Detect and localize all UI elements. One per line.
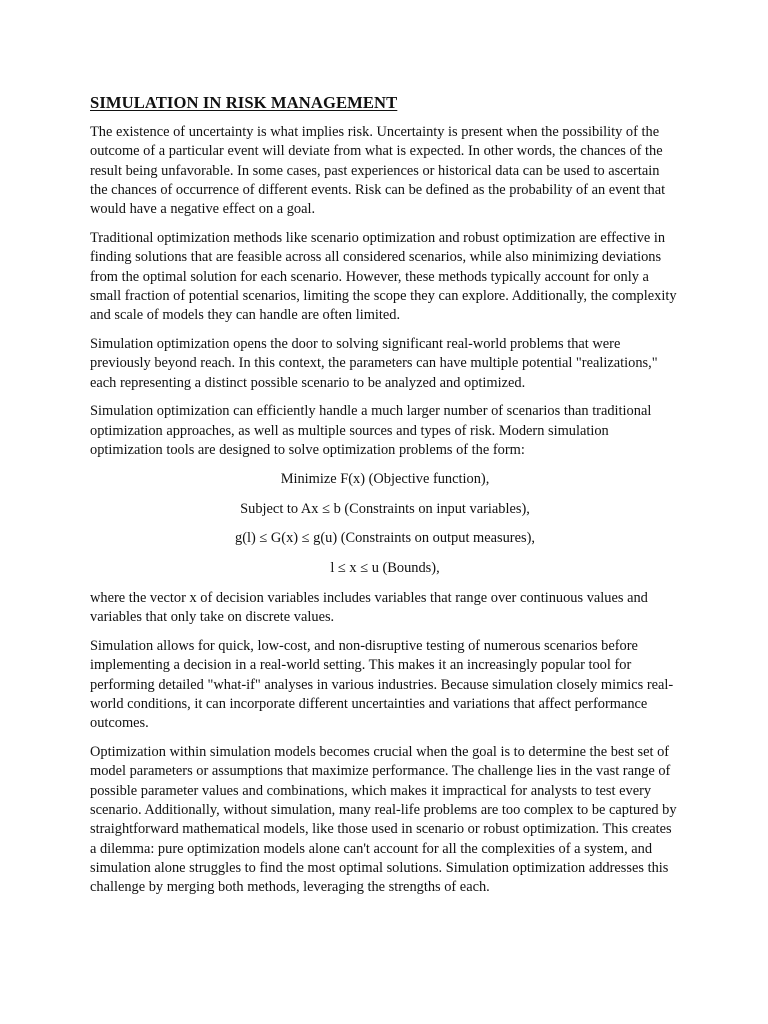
formula-bounds: l ≤ x ≤ u (Bounds), [330, 560, 440, 577]
paragraph-decision-variables: where the vector x of decision variables includes variables that range over continuous values and variables that only take on discrete values. [90, 589, 648, 626]
paragraph-simulation-optimization-intro: Simulation optimization opens the door to solving significant real-world problems that were previously beyond reach. In this context, the parameters can have multiple potential "realizations," each representing a distinct possible scenario to be analyzed and optimized. [90, 335, 658, 391]
formula-objective: Minimize F(x) (Objective function), [280, 470, 490, 487]
paragraph-optimization-within-simulation: Optimization within simulation models becomes crucial when the goal is to determine the best set of model parameters or assumptions that maximize performance. The challenge lies in the vast range of possible parameter values and combinations, which makes it impractical for analysts to test every scenario. Additionally, without simulation, many real-life problems are too complex to be captured by straightforward mathematical models, like those used in scenario or robust optimization. This creates a dilemma: pure optimization models alone can't account for all the complexities of a system, and simulation alone struggles to find the most optimal solutions. Simulation optimization addresses this challenge by merging both methods, leveraging the strengths of each. [90, 744, 677, 896]
paragraph-simulation-testing: Simulation allows for quick, low-cost, and non-disruptive testing of numerous scenarios before implementing a decision in a real-world setting. This makes it an increasingly popular tool for performing detailed "what-if" analyses in various industries. Because simulation closely mimics real-world conditions, it can incorporate different uncertainties and variations that affect performance outcomes. [90, 638, 674, 732]
document-page [90, 92, 680, 907]
paragraph-traditional-optimization: Traditional optimization methods like scenario optimization and robust optimization are effective in finding solutions that are feasible across all considered scenarios, while also minimizing deviations from the optimal solution for each scenario. However, these methods typically account for only a small fraction of potential scenarios, limiting the scope they can explore. Additionally, the complexity and scale of models they can handle are often limited. [90, 229, 677, 324]
document-title: SIMULATION IN RISK MANAGEMENT [90, 93, 398, 112]
paragraph-simulation-optimization-form: Simulation optimization can efficiently handle a much larger number of scenarios than traditional optimization approaches, as well as multiple sources and types of risk. Modern simulation optimization tools are designed to solve optimization problems of the form: [90, 403, 652, 458]
formula-output-constraints: g(l) ≤ G(x) ≤ g(u) (Constraints on output measures), [235, 530, 535, 547]
formula-input-constraints: Subject to Ax ≤ b (Constraints on input variables), [240, 500, 530, 517]
formula-block [90, 470, 680, 579]
paragraph-uncertainty-risk: The existence of uncertainty is what implies risk. Uncertainty is present when the possibility of the outcome of a particular event will deviate from what is expected. In other words, the chances of the result being unfavorable. In some cases, past experiences or historical data can be used to ascertain the chances of occurrence of different events. Risk can be defined as the probability of an event that would have a negative effect on a goal. [90, 124, 666, 218]
